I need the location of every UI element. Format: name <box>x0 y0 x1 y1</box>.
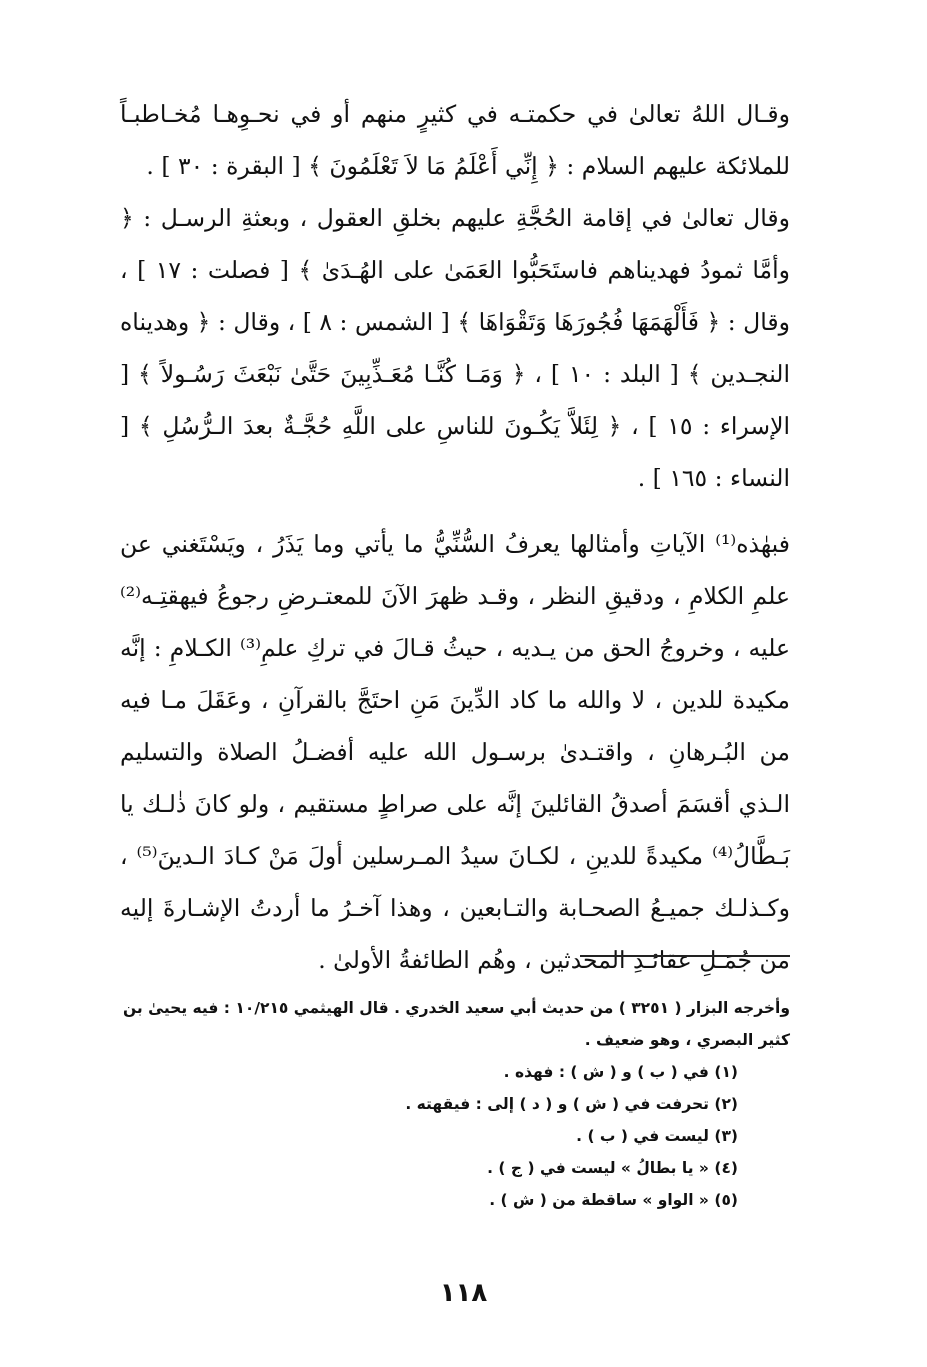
footnote-1: (١) في ( ب ) و ( ش ) : فهذه . <box>503 1063 738 1081</box>
footnote-intro: وأخرجه البزار ( ٣٢٥١ ) من حديث أبي سعيد الخدري . قال الهيثمي ١٠/٢١٥ : فيه يحيىٰ بن كثير البصري ، وهو ضعيف . <box>122 999 790 1049</box>
footnote-3: (٣) ليست في ( ب ) . <box>576 1127 738 1145</box>
paragraph-spacer <box>120 504 790 518</box>
page-body <box>120 88 790 986</box>
footnote-5: (٥) « الواو » ساقطة من ( ش ) . <box>489 1191 738 1209</box>
paragraph-1: وقـال اللهُ تعالىٰ في حكمتـه في كثيرٍ منهم أو في نحـوِهـا مُخـاطبـاً للملائكة عليهم السلام : ﴿ إِنِّي أَعْلَمُ مَا لاَ تَعْلَمُونَ ﴾ [ البقرة : ٣٠ ] . <box>120 100 790 180</box>
paragraph-2: وقال تعالىٰ في إقامة الحُجَّةِ عليهم بخلقِ العقول ، وبعثةِ الرسـل : ﴿ وأمَّا ثمودُ فهديناهم فاستَحَبُّوا العَمَىٰ على الهُـدَىٰ ﴾ [ فصلت : ١٧ ] ، وقال : ﴿ فَأَلْهَمَهَا فُجُورَهَا وَتَقْوَاهَا ﴾ [ الشمس : ٨ ] ، وقال : ﴿ وهديناه النجـدين ﴾ [ البلد : ١٠ ] ، ﴿ وَمَـا كُنَّـا مُعَـذِّبِينَ حَتَّىٰ نَبْعَثَ رَسُـولاً ﴾ [ الإسراء : ١٥ ] ، ﴿ لِئَلاَّ يَكُـونَ للناسِ على اللَّهِ حُجَّـةٌ بعدَ الـرُّسُلِ ﴾ [ النساء : ١٦٥ ] . <box>120 204 790 492</box>
footnote-4: (٤) « يا بطالُ » ليست في ( ج ) . <box>487 1159 738 1177</box>
main-text <box>120 88 790 986</box>
footnotes <box>120 992 790 1216</box>
footnote-separator <box>580 955 790 957</box>
paragraph-3: فبهٰذه⁽¹⁾ الآياتِ وأمثالها يعرفُ السُّنِّيُّ ما يأتي وما يَذَرُ ، ويَسْتَغني عن علمِ الكلامِ ، ودقيقِ النظر ، وقـد ظهرَ الآنَ للمعتـرضِ رجوعُ فيهقتِـه⁽²⁾ عليه ، وخروجُ الحق من يـديه ، حيثُ قـالَ في تركِ علمِ⁽³⁾ الكـلامِ : إنَّه مكيدة للدين ، لا والله ما كاد الدِّينَ مَنِ احتَجَّ بالقرآنِ ، وعَقَلَ مـا فيه من البُـرهانِ ، واقتـدىٰ برسـول الله عليه أفضـلُ الصلاة والتسليم الـذي أقسَمَ أصدقُ القائلينَ إنَّه على صراطٍ مستقيم ، ولو كانَ ذٰلـك يا بَـطَّالُ⁽⁴⁾ مكيدةً للدينِ ، لكـانَ سيدُ المـرسلين أولَ مَنْ كـادَ الـدينَ⁽⁵⁾ ، وكـذلـك جميـعُ الصحـابة والتـابعين ، وهذا آخـرُ ما أردتُ الإشـارةَ إليه من جُمَـلِ عقائـدِ المحدثين ، وهُم الطائفةُ الأولىٰ . <box>120 530 790 974</box>
page-number: ١١٨ <box>439 1278 488 1308</box>
footnote-2: (٢) تحرفت في ( ش ) و ( د ) إلى : فيقهته . <box>405 1095 738 1113</box>
